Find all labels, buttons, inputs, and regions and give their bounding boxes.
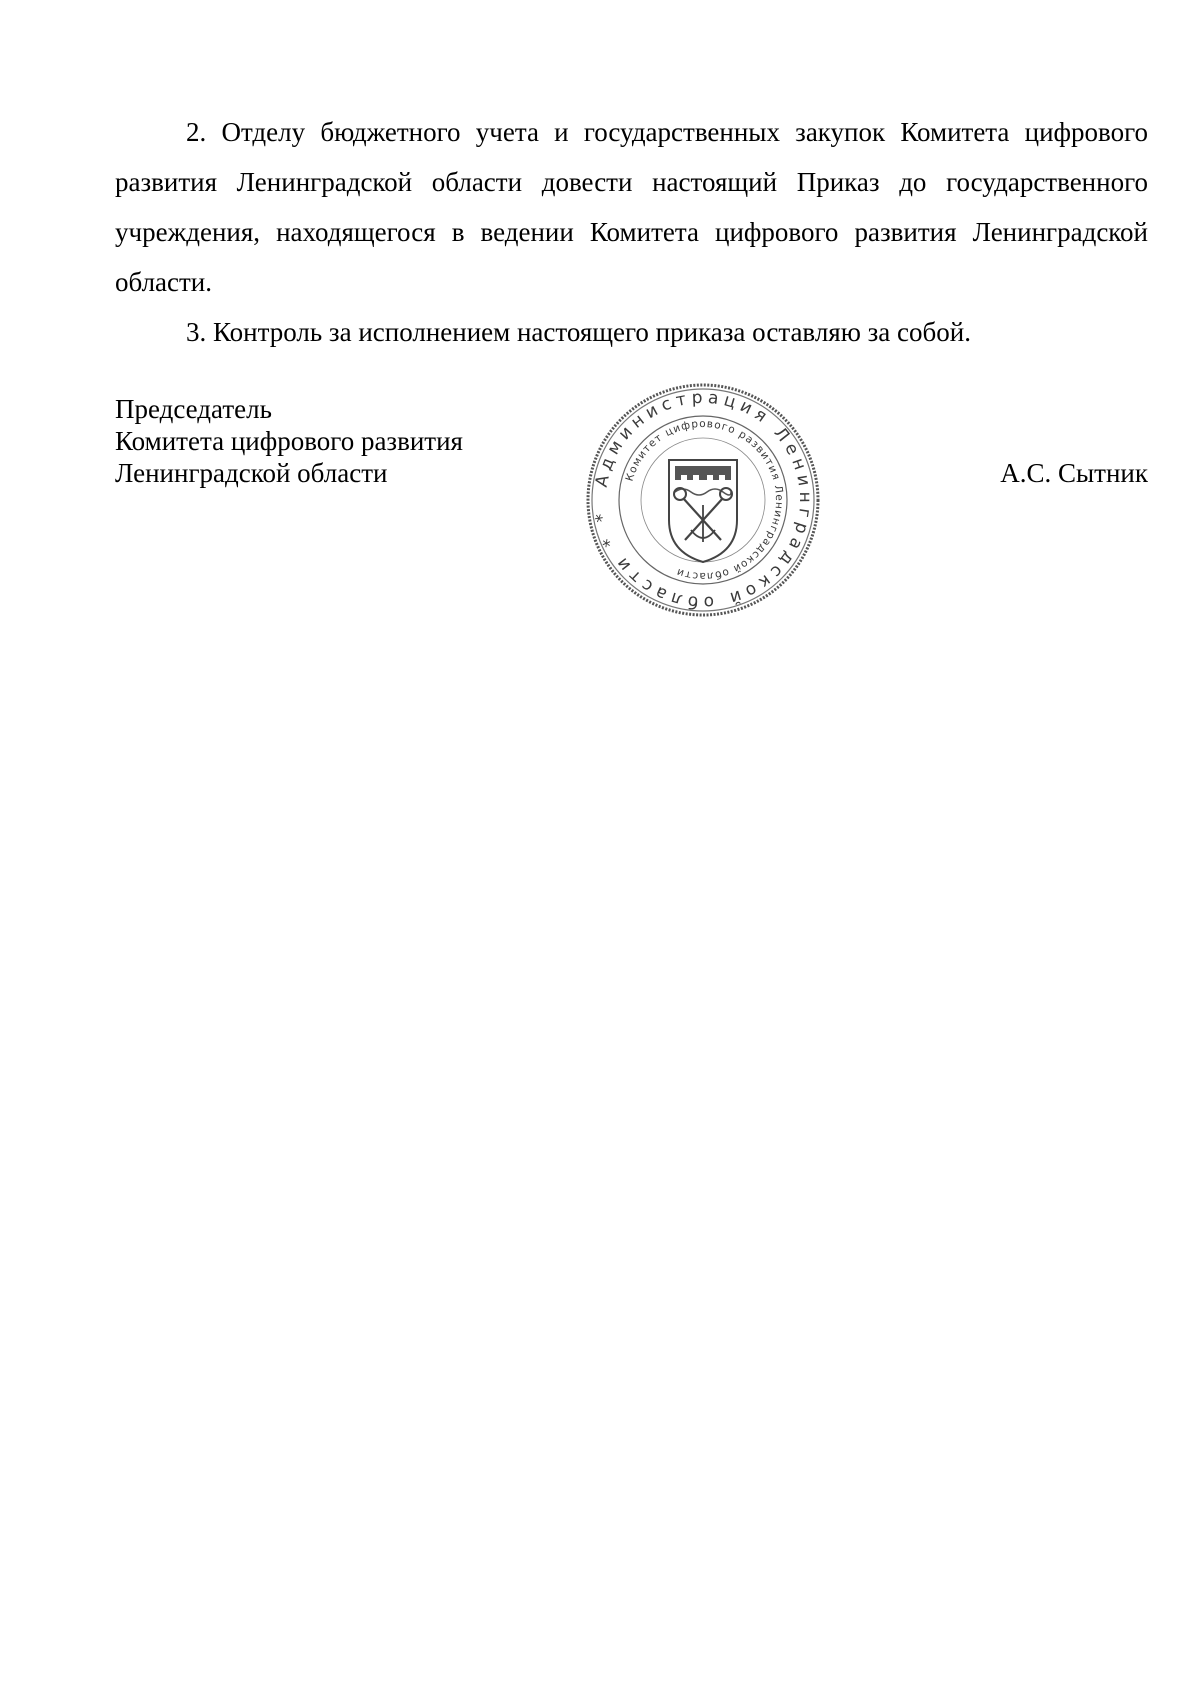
signer-name: А.С. Сытник [1000, 458, 1148, 488]
official-seal [583, 380, 823, 620]
position-line-3: Ленинградской области [115, 458, 388, 488]
seal-inner-ring [641, 438, 765, 562]
coat-of-arms-icon [669, 460, 737, 562]
paragraph-2: 2. Отделу бюджетного учета и государственных закупок Комитета цифрового развития Ленинградской области довести настоящий Приказ до государственного учреждения, находящегося в ведении Комитета цифрового развития Ленинградской области. [115, 117, 1148, 297]
signatory-position [115, 393, 463, 489]
position-line-1: Председатель [115, 394, 272, 424]
seal-outer-text: Администрация Ленинградской области * * [591, 387, 816, 613]
position-line-2: Комитета цифрового развития [115, 426, 463, 456]
seal-inner-text: Комитет цифрового развития Ленинградской области [623, 417, 786, 583]
seal-middle-ring [619, 416, 787, 584]
paragraph-3: 3. Контроль за исполнением настоящего приказа оставляю за собой. [186, 317, 971, 347]
